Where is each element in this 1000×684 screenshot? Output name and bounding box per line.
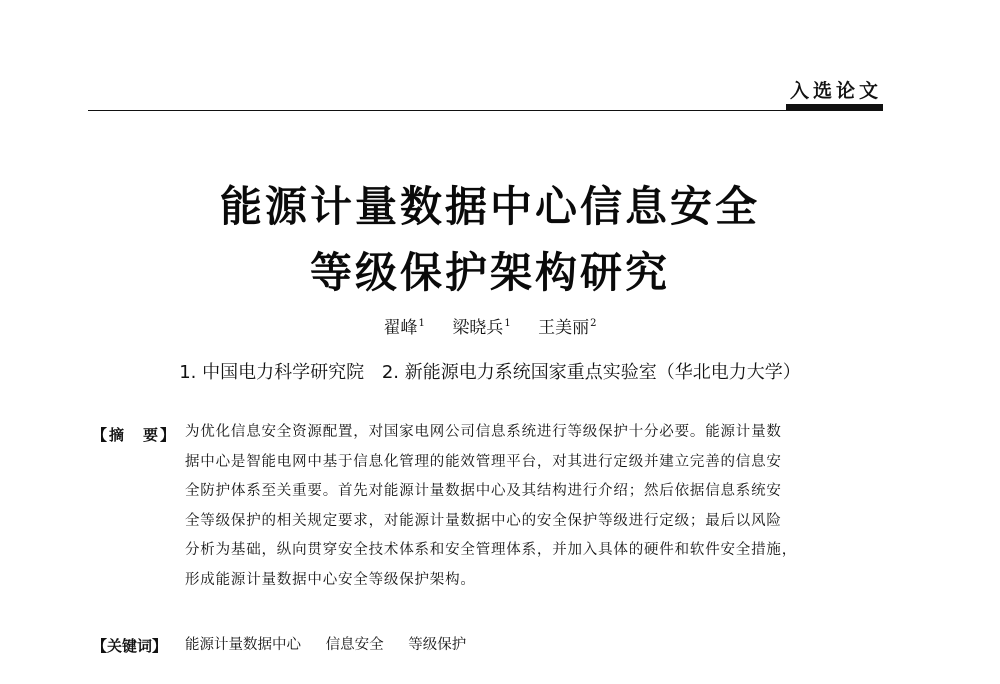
- abstract-line: 为优化信息安全资源配置，对国家电网公司信息系统进行等级保护十分必要。能源计量数: [185, 424, 782, 440]
- author: [538, 318, 596, 338]
- keyword: 能源计量数据中心: [185, 637, 301, 653]
- header-rule: [88, 110, 883, 111]
- section-label: 入选论文: [789, 80, 882, 102]
- author-affil-mark: 1: [418, 318, 425, 329]
- paper-title-line1: 能源计量数据中心信息安全: [219, 182, 760, 231]
- author-name: 王美丽: [538, 318, 590, 338]
- keywords-list: [185, 633, 486, 654]
- keyword: 等级保护: [408, 637, 467, 653]
- affiliation: 1. 中国电力科学研究院: [179, 362, 365, 383]
- abstract-line: 形成能源计量数据中心安全等级保护架构。: [185, 571, 476, 588]
- author-name: 梁晓兵: [452, 318, 504, 338]
- keyword: 信息安全: [325, 637, 384, 653]
- abstract-line: 据中心是智能电网中基于信息化管理的能效管理平台，对其进行定级并建立完善的信息安: [185, 453, 782, 470]
- author-list: [0, 313, 980, 338]
- header-rule-accent: [786, 104, 883, 110]
- affiliation: 2. 新能源电力系统国家重点实验室（华北电力大学）: [381, 362, 801, 383]
- abstract-line: 全防护体系至关重要。首先对能源计量数据中心及其结构进行介绍；然后依据信息系统安: [185, 483, 782, 500]
- author-affil-mark: 2: [590, 318, 597, 329]
- author: [384, 318, 425, 338]
- abstract-label: 【摘 要】: [92, 426, 178, 444]
- keywords-label: 【关键词】: [92, 637, 168, 655]
- abstract-line: 全等级保护的相关规定要求，对能源计量数据中心的安全保护等级进行定级；最后以风险: [185, 512, 782, 529]
- author-affil-mark: 1: [504, 318, 511, 329]
- author: [452, 318, 510, 338]
- affiliations: [0, 358, 980, 384]
- paper-title-line2: 等级保护架构研究: [309, 248, 670, 297]
- author-name: 翟峰: [383, 318, 418, 338]
- abstract-line: 分析为基础，纵向贯穿安全技术体系和安全管理体系，并加入具体的硬件和软件安全措施，: [185, 542, 797, 559]
- abstract-body: [185, 418, 887, 596]
